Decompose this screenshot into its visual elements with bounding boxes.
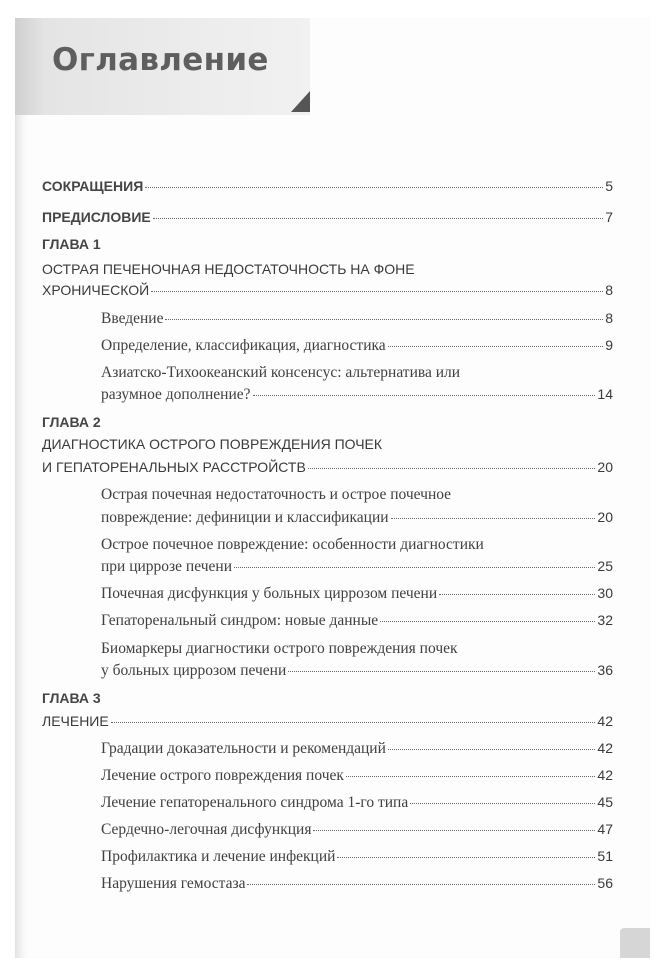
page-number: 36 xyxy=(597,662,613,678)
dot-leader xyxy=(439,594,595,595)
toc-entry xyxy=(42,282,613,298)
dot-leader xyxy=(153,218,603,219)
header-corner-triangle xyxy=(291,91,310,112)
dot-leader xyxy=(308,468,596,469)
toc-entry xyxy=(101,486,660,504)
dot-leader xyxy=(111,722,596,723)
page-number: 5 xyxy=(605,178,613,194)
dot-leader xyxy=(234,567,595,568)
toc-entry xyxy=(101,767,613,785)
toc-entry xyxy=(101,386,613,404)
toc-entry-title: ПРЕДИСЛОВИЕ xyxy=(42,209,151,225)
toc-entry xyxy=(42,713,613,729)
page-number: 32 xyxy=(597,612,613,628)
chapter-label xyxy=(42,414,602,430)
toc-entry-title: ГЛАВА 3 xyxy=(42,690,101,706)
toc-entry-title: Профилактика и лечение инфекций xyxy=(101,848,336,865)
toc-entry-title: Градации доказательности и рекомендаций xyxy=(101,740,386,757)
toc-entry-title: Сердечно-легочная дисфункция xyxy=(101,821,312,838)
toc-entry xyxy=(42,436,602,452)
page-title: Оглавление xyxy=(52,42,269,78)
dot-leader xyxy=(253,395,596,396)
toc-entry-title: Биомаркеры диагностики острого повреждения почек xyxy=(101,640,458,657)
toc-entry xyxy=(42,261,602,277)
dot-leader xyxy=(388,346,604,347)
page-number: 56 xyxy=(597,875,613,891)
dot-leader xyxy=(288,671,595,672)
toc-entry xyxy=(101,848,613,866)
toc-entry-title: Острая почечная недостаточность и острое почечное xyxy=(101,486,452,503)
toc-entry xyxy=(101,585,613,603)
page-number: 9 xyxy=(605,337,613,353)
dot-leader xyxy=(145,187,603,188)
dot-leader xyxy=(410,803,595,804)
toc-entry-title: И ГЕПАТОРЕНАЛЬНЫХ РАССТРОЙСТВ xyxy=(42,459,306,475)
page-number: 42 xyxy=(597,767,613,783)
toc-entry-title: повреждение: дефиниции и классификации xyxy=(101,509,389,526)
toc-entry-title: ГЛАВА 1 xyxy=(42,236,101,252)
toc-entry-title: Острое почечное повреждение: особенности диагностики xyxy=(101,536,484,553)
toc-entry-title: Почечная дисфункция у больных циррозом печени xyxy=(101,585,438,602)
page-number: 8 xyxy=(605,282,613,298)
toc-entry xyxy=(42,178,613,194)
page-number: 7 xyxy=(605,209,613,225)
toc-entry-title: ДИАГНОСТИКА ОСТРОГО ПОВРЕЖДЕНИЯ ПОЧЕК xyxy=(42,436,383,452)
dot-leader xyxy=(337,857,595,858)
toc-entry xyxy=(101,364,660,382)
page-number: 30 xyxy=(597,585,613,601)
toc-entry xyxy=(101,558,613,576)
dot-leader xyxy=(380,621,595,622)
toc-entry-title: Лечение гепаторенального синдрома 1-го типа xyxy=(101,794,409,811)
toc-entry xyxy=(101,821,613,839)
toc-entry-title: Гепаторенальный синдром: новые данные xyxy=(101,612,379,629)
toc-entry-title: Определение, классификация, диагностика xyxy=(101,337,386,354)
toc-entry-title: Лечение острого повреждения почек xyxy=(101,767,344,784)
toc-entry xyxy=(101,536,660,554)
toc-entry xyxy=(101,662,613,680)
toc-entry xyxy=(42,459,613,475)
dot-leader xyxy=(388,749,596,750)
toc-entry xyxy=(101,509,613,527)
toc-entry-title: ОСТРАЯ ПЕЧЕНОЧНАЯ НЕДОСТАТОЧНОСТЬ НА ФОНЕ xyxy=(42,261,415,277)
toc-entry-title: ГЛАВА 2 xyxy=(42,414,101,430)
dot-leader xyxy=(313,830,595,831)
page-number: 42 xyxy=(597,713,613,729)
page-number: 51 xyxy=(597,848,613,864)
toc-entry-title: ХРОНИЧЕСКОЙ xyxy=(42,282,150,298)
toc-entry-title: у больных циррозом печени xyxy=(101,662,287,679)
dot-leader xyxy=(247,884,595,885)
chapter-label xyxy=(42,690,602,706)
toc-entry xyxy=(101,640,660,658)
dot-leader xyxy=(165,319,603,320)
chapter-label xyxy=(42,236,602,252)
toc-entry xyxy=(42,209,613,225)
toc-entry-title: ЛЕЧЕНИЕ xyxy=(42,713,109,729)
toc-entry xyxy=(101,875,613,893)
dot-leader xyxy=(391,518,596,519)
toc-entry xyxy=(101,612,613,630)
page-number: 42 xyxy=(597,740,613,756)
toc-entry-title: Введение xyxy=(101,310,164,327)
toc-entry xyxy=(101,310,613,328)
page-number: 25 xyxy=(597,558,613,574)
dot-leader xyxy=(346,776,596,777)
page-number: 14 xyxy=(597,386,613,402)
toc-entry-title: Нарушения гемостаза xyxy=(101,875,246,892)
page-number: 47 xyxy=(597,821,613,837)
toc-entry-title: Азиатско-Тихоокеанский консенсус: альтернатива или xyxy=(101,364,461,381)
dot-leader xyxy=(151,291,603,292)
toc-entry xyxy=(101,740,613,758)
page-number: 20 xyxy=(597,459,613,475)
page-number: 20 xyxy=(597,509,613,525)
page-number: 8 xyxy=(605,310,613,326)
toc-entry-title: при циррозе печени xyxy=(101,558,232,575)
page-corner-tab xyxy=(620,928,650,958)
toc-entry-title: СОКРАЩЕНИЯ xyxy=(42,178,144,194)
page-number: 45 xyxy=(597,794,613,810)
toc-entry-title: разумное дополнение? xyxy=(101,386,251,403)
toc-entry xyxy=(101,794,613,812)
toc-entry xyxy=(101,337,613,355)
